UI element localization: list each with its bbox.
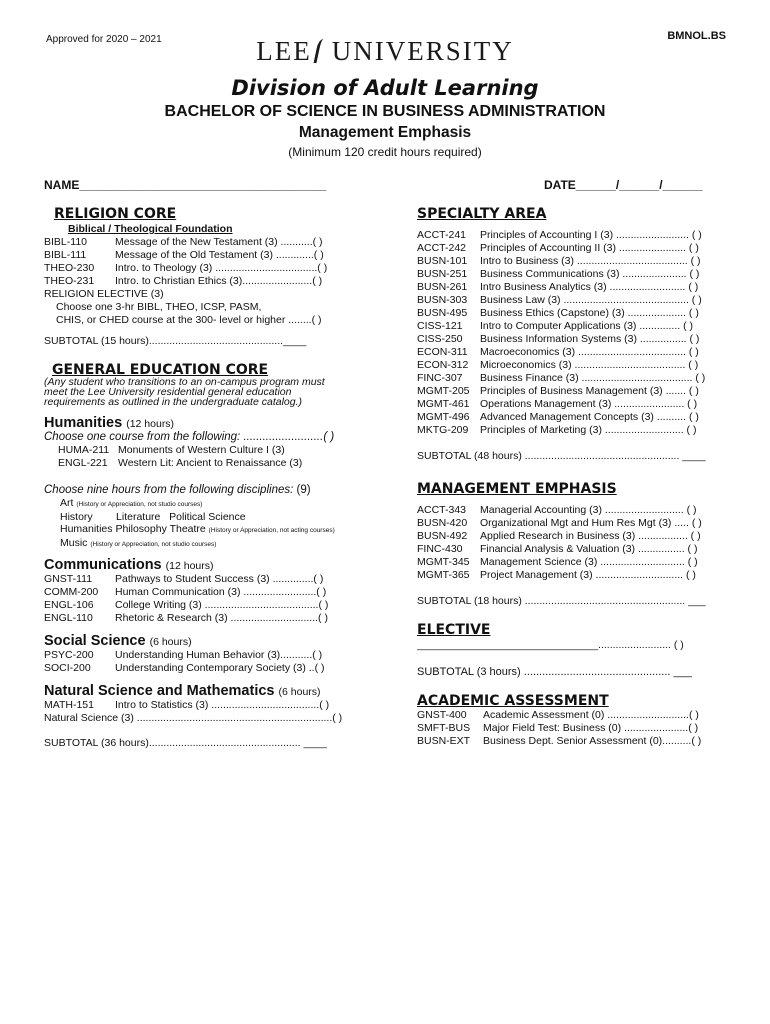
list-item[interactable]: BUSN-492 Applied Research in Business (3) ................. ( )	[417, 530, 701, 542]
academic-assessment-title: ACADEMIC ASSESSMENT	[417, 693, 609, 709]
humanities-header: Humanities (12 hours)	[44, 415, 175, 431]
list-item[interactable]: MATH-151 Intro to Statistics (3) .....................................( )	[44, 699, 330, 711]
list-item[interactable]: MGMT-205 Principles of Business Management (3) ....... ( )	[417, 385, 699, 397]
list-item[interactable]: BUSN-261 Intro Business Analytics (3) .......................... ( )	[417, 281, 699, 293]
list-item[interactable]: MGMT-365 Project Management (3) .............................. ( )	[417, 569, 696, 581]
emphasis-title: Management Emphasis	[298, 124, 472, 141]
list-item[interactable]: CISS-121 Intro to Computer Applications (3) .............. ( )	[417, 320, 693, 332]
list-item[interactable]: FINC-430 Financial Analysis & Valuation (3) ................ ( )	[417, 543, 698, 555]
natural-science-line[interactable]: Natural Science (3) ...................................................................( )	[44, 712, 343, 724]
degree-title: BACHELOR OF SCIENCE IN BUSINESS ADMINISTRATION	[164, 103, 606, 120]
specialty-course-list	[417, 229, 729, 437]
elective-title: ELECTIVE	[417, 622, 491, 638]
elective-line[interactable]: _______________________________......................... ( )	[417, 639, 684, 651]
list-item[interactable]: ENGL-221 Western Lit: Ancient to Renaissance (3)	[58, 457, 303, 469]
list-item[interactable]: COMM-200 Human Communication (3) .........................( )	[44, 586, 327, 598]
list-item[interactable]: GNST-400 Academic Assessment (0) ............................( )	[417, 709, 699, 721]
list-item[interactable]: SOCI-200 Understanding Contemporary Society (3) ..( )	[44, 662, 325, 674]
list-item[interactable]: ACCT-343 Managerial Accounting (3) ........................... ( )	[417, 504, 697, 516]
choose-nine-line: Choose nine hours from the following disciplines: (9)	[44, 484, 311, 496]
communications-header: Communications (12 hours)	[44, 557, 214, 573]
discipline-row: Art (History or Appreciation, not studio courses)	[60, 497, 203, 509]
flame-icon	[313, 39, 330, 63]
approved-year: Approved for 2020 – 2021	[46, 34, 162, 45]
left-column	[44, 208, 364, 750]
specialty-subtotal[interactable]: SUBTOTAL (48 hours) ..................................................... ____	[417, 450, 706, 462]
elective-subtotal[interactable]: SUBTOTAL (3 hours) ................................................ ___	[417, 666, 692, 678]
list-item[interactable]: MGMT-461 Operations Management (3) ........................ ( )	[417, 398, 698, 410]
list-item[interactable]: CISS-250 Business Information Systems (3) ................ ( )	[417, 333, 700, 345]
list-item[interactable]: ENGL-110 Rhetoric & Research (3) ..............................( )	[44, 612, 328, 624]
name-field[interactable]: NAME_____________________________________	[44, 178, 327, 192]
religion-course-list	[44, 236, 364, 288]
discipline-row: Music (History or Appreciation, not studio courses)	[60, 537, 217, 549]
right-column	[417, 208, 729, 748]
religion-elective-label: RELIGION ELECTIVE (3)	[44, 288, 164, 300]
choose-one-line[interactable]: Choose one course from the following: .........................( )	[44, 431, 335, 443]
list-item[interactable]: BUSN-303 Business Law (3) ........................................... ( )	[417, 294, 702, 306]
natural-science-header: Natural Science and Mathematics (6 hours)	[44, 683, 321, 699]
list-item[interactable]: ECON-312 Microeconomics (3) ...................................... ( )	[417, 359, 699, 371]
list-item[interactable]: MGMT-345 Management Science (3) ............................. ( )	[417, 556, 698, 568]
religion-core-title: RELIGION CORE	[54, 206, 177, 222]
list-item[interactable]: BUSN-251 Business Communications (3) ...................... ( )	[417, 268, 700, 280]
specialty-area-title: SPECIALTY AREA	[417, 206, 547, 222]
list-item[interactable]: HUMA-211 Monuments of Western Culture I (3)	[58, 444, 285, 456]
religion-subtotal[interactable]: SUBTOTAL (15 hours)..............................................____	[44, 335, 307, 347]
list-item[interactable]: ENGL-106 College Writing (3) .......................................( )	[44, 599, 329, 611]
management-emphasis-title: MANAGEMENT EMPHASIS	[417, 481, 617, 497]
list-item[interactable]: GNST-111 Pathways to Student Success (3) ..............( )	[44, 573, 324, 585]
list-item[interactable]: BUSN-EXT Business Dept. Senior Assessment (0)..........( )	[417, 735, 702, 747]
list-item[interactable]: SMFT-BUS Major Field Test: Business (0) ......................( )	[417, 722, 699, 734]
discipline-row: History Literature Political Science	[60, 511, 246, 523]
list-item[interactable]: BIBL-111 Message of the Old Testament (3) .............( )	[44, 249, 324, 261]
list-item[interactable]: MGMT-496 Advanced Management Concepts (3) .......... ( )	[417, 411, 699, 423]
list-item[interactable]: FINC-307 Business Finance (3) ...................................... ( )	[417, 372, 706, 384]
list-item[interactable]: BIBL-110 Message of the New Testament (3) ...........( )	[44, 236, 323, 248]
management-subtotal[interactable]: SUBTOTAL (18 hours) ....................................................... ___	[417, 595, 706, 607]
assessment-course-list	[417, 709, 729, 748]
date-field[interactable]: DATE______/______/______	[544, 178, 703, 192]
list-item[interactable]: BUSN-420 Organizational Mgt and Hum Res Mgt (3) ..... ( )	[417, 517, 702, 529]
religion-elective-line2[interactable]: CHIS, or CHED course at the 300- level or higher ........( )	[56, 314, 322, 326]
list-item[interactable]: ACCT-242 Principles of Accounting II (3) ....................... ( )	[417, 242, 699, 254]
gen-ed-title: GENERAL EDUCATION CORE	[52, 362, 269, 378]
gen-ed-note: (Any student who transitions to an on-campus program must meet the Lee University residential general education requirements as outlined in the undergraduate catalog.)	[44, 376, 325, 408]
list-item[interactable]: ACCT-241 Principles of Accounting I (3) ......................... ( )	[417, 229, 702, 241]
gen-ed-subtotal[interactable]: SUBTOTAL (36 hours).................................................... ____	[44, 737, 327, 749]
disciplines	[60, 497, 364, 551]
social-science-header: Social Science (6 hours)	[44, 633, 192, 649]
minimum-hours: (Minimum 120 credit hours required)	[288, 145, 482, 159]
list-item[interactable]: PSYC-200 Understanding Human Behavior (3)...........( )	[44, 649, 323, 661]
religion-subtitle: Biblical / Theological Foundation	[68, 223, 233, 235]
list-item[interactable]: THEO-231 Intro. to Christian Ethics (3)........................( )	[44, 275, 323, 287]
list-item[interactable]: BUSN-495 Business Ethics (Capstone) (3) .................... ( )	[417, 307, 699, 319]
list-item[interactable]: ECON-311 Macroeconomics (3) ..................................... ( )	[417, 346, 699, 358]
list-item[interactable]: THEO-230 Intro. to Theology (3) ...................................( )	[44, 262, 328, 274]
management-course-list	[417, 504, 729, 582]
division-title: Division of Adult Learning	[231, 76, 539, 100]
list-item[interactable]: BUSN-101 Intro to Business (3) ...................................... ( )	[417, 255, 701, 267]
program-code: BMNOL.BS	[667, 30, 726, 42]
university-logo: LEE UNIVERSITY	[256, 36, 514, 66]
religion-elective-line1: Choose one 3-hr BIBL, THEO, ICSP, PASM,	[56, 301, 262, 313]
list-item[interactable]: MKTG-209 Principles of Marketing (3) ........................... ( )	[417, 424, 697, 436]
discipline-row: Humanities Philosophy Theatre (History or Appreciation, not acting courses)	[60, 523, 335, 535]
